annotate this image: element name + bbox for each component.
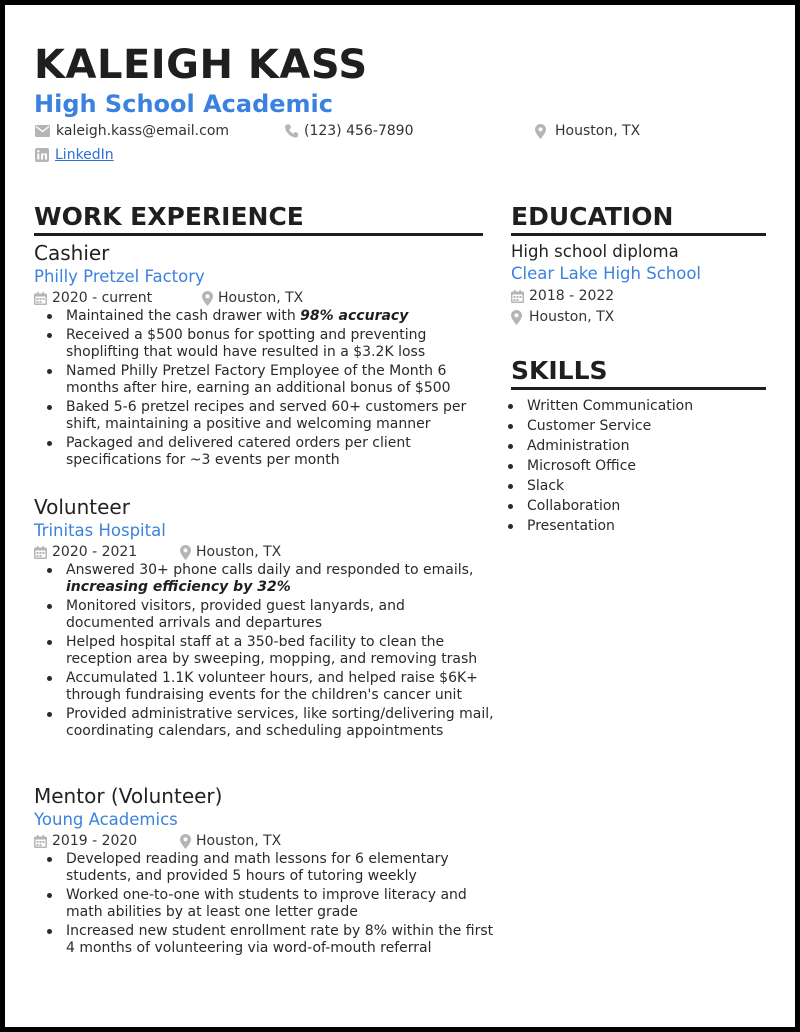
job-title: Mentor (Volunteer) — [34, 784, 223, 808]
job-dates: 2020 - 2021 — [52, 544, 138, 560]
job-meta — [34, 288, 494, 308]
job-entry — [34, 240, 494, 471]
bullet-item: Provided administrative services, like sorting/delivering mail, coordinating calendars, and scheduling appointments — [66, 706, 494, 739]
job-bullets — [34, 308, 494, 469]
school-name: Clear Lake High School — [511, 264, 702, 283]
linkedin-link[interactable]: LinkedIn — [55, 147, 114, 163]
skills-heading: SKILLS — [511, 356, 608, 385]
job-bullets — [34, 562, 494, 740]
work-experience-heading: WORK EXPERIENCE — [34, 202, 304, 231]
contact-phone — [285, 123, 414, 139]
location-pin-icon — [511, 310, 522, 325]
bullet-item: Baked 5-6 pretzel recipes and served 60+ customers per shift, maintaining a positive and welcoming manner — [66, 399, 494, 433]
job-location: Houston, TX — [196, 833, 282, 849]
bullet-item: Answered 30+ phone calls daily and responded to emails, increasing efficiency by 32% — [66, 562, 494, 596]
bullet-item: Packaged and delivered catered orders per client specifications for ~3 events per month — [66, 435, 494, 469]
job-location: Houston, TX — [196, 544, 282, 560]
contact-location — [535, 123, 640, 139]
location-pin-icon — [202, 291, 213, 306]
work-experience-divider — [34, 233, 483, 236]
skills-list — [511, 398, 771, 538]
skill-item: Written Communication — [527, 398, 771, 415]
education-location: Houston, TX — [511, 307, 771, 327]
skill-item: Administration — [527, 438, 771, 455]
job-meta — [34, 542, 494, 562]
bullet-item: Developed reading and math lessons for 6 elementary students, and provided 5 hours of tutoring weekly — [66, 851, 494, 885]
contact-email — [35, 123, 229, 139]
contact-linkedin — [35, 147, 114, 163]
skill-item: Customer Service — [527, 418, 771, 435]
employer-name: Young Academics — [34, 810, 178, 829]
bullet-item: Increased new student enrollment rate by 8% within the first 4 months of volunteering via word-of-mouth referral — [66, 923, 494, 956]
job-bullets — [34, 851, 494, 957]
location-text: Houston, TX — [555, 123, 641, 139]
phone-text: (123) 456-7890 — [304, 123, 414, 139]
bullet-item: Maintained the cash drawer with 98% accuracy — [66, 308, 494, 325]
job-entry — [34, 783, 494, 959]
bullet-item: Named Philly Pretzel Factory Employee of the Month 6 months after hire, earning an additional bonus of $500 — [66, 363, 494, 397]
bullet-item: Monitored visitors, provided guest lanyards, and documented arrivals and departures — [66, 598, 494, 632]
employer-name: Trinitas Hospital — [34, 521, 166, 540]
education-divider — [511, 233, 766, 236]
bullet-item: Worked one-to-one with students to improve literacy and math abilities by at least one letter grade — [66, 887, 494, 921]
job-meta — [34, 831, 494, 851]
job-entry — [34, 494, 494, 742]
job-title: Volunteer — [34, 495, 130, 519]
skill-item: Presentation — [527, 518, 771, 535]
candidate-headline: High School Academic — [34, 90, 334, 118]
phone-icon — [285, 124, 298, 138]
email-text[interactable]: kaleigh.kass@email.com — [56, 123, 230, 139]
calendar-icon — [34, 546, 47, 559]
degree-name: High school diploma — [511, 242, 679, 261]
education-entry — [511, 241, 771, 327]
location-pin-icon — [180, 834, 191, 849]
job-location: Houston, TX — [218, 290, 304, 306]
education-dates: 2018 - 2022 — [511, 286, 771, 306]
calendar-icon — [34, 835, 47, 848]
skills-divider — [511, 387, 766, 390]
resume-page — [5, 5, 795, 1027]
skill-item: Collaboration — [527, 498, 771, 515]
skill-item: Slack — [527, 478, 771, 495]
bullet-item: Accumulated 1.1K volunteer hours, and helped raise $6K+ through fundraising events for the children's cancer unit — [66, 670, 494, 704]
bullet-item: Helped hospital staff at a 350-bed facility to clean the reception area by sweeping, mopping, and removing trash — [66, 634, 494, 668]
job-dates: 2020 - current — [52, 290, 153, 306]
bullet-item: Received a $500 bonus for spotting and preventing shoplifting that would have resulted in a $3.2K loss — [66, 327, 494, 361]
calendar-icon — [511, 290, 524, 303]
location-pin-icon — [535, 124, 546, 139]
candidate-name: KALEIGH KASS — [34, 42, 368, 88]
linkedin-icon — [35, 148, 49, 162]
employer-name: Philly Pretzel Factory — [34, 267, 205, 286]
job-title: Cashier — [34, 241, 110, 265]
calendar-icon — [34, 292, 47, 305]
skill-item: Microsoft Office — [527, 458, 771, 475]
location-pin-icon — [180, 545, 191, 560]
envelope-icon — [35, 125, 50, 137]
education-heading: EDUCATION — [511, 202, 674, 231]
job-dates: 2019 - 2020 — [52, 833, 138, 849]
